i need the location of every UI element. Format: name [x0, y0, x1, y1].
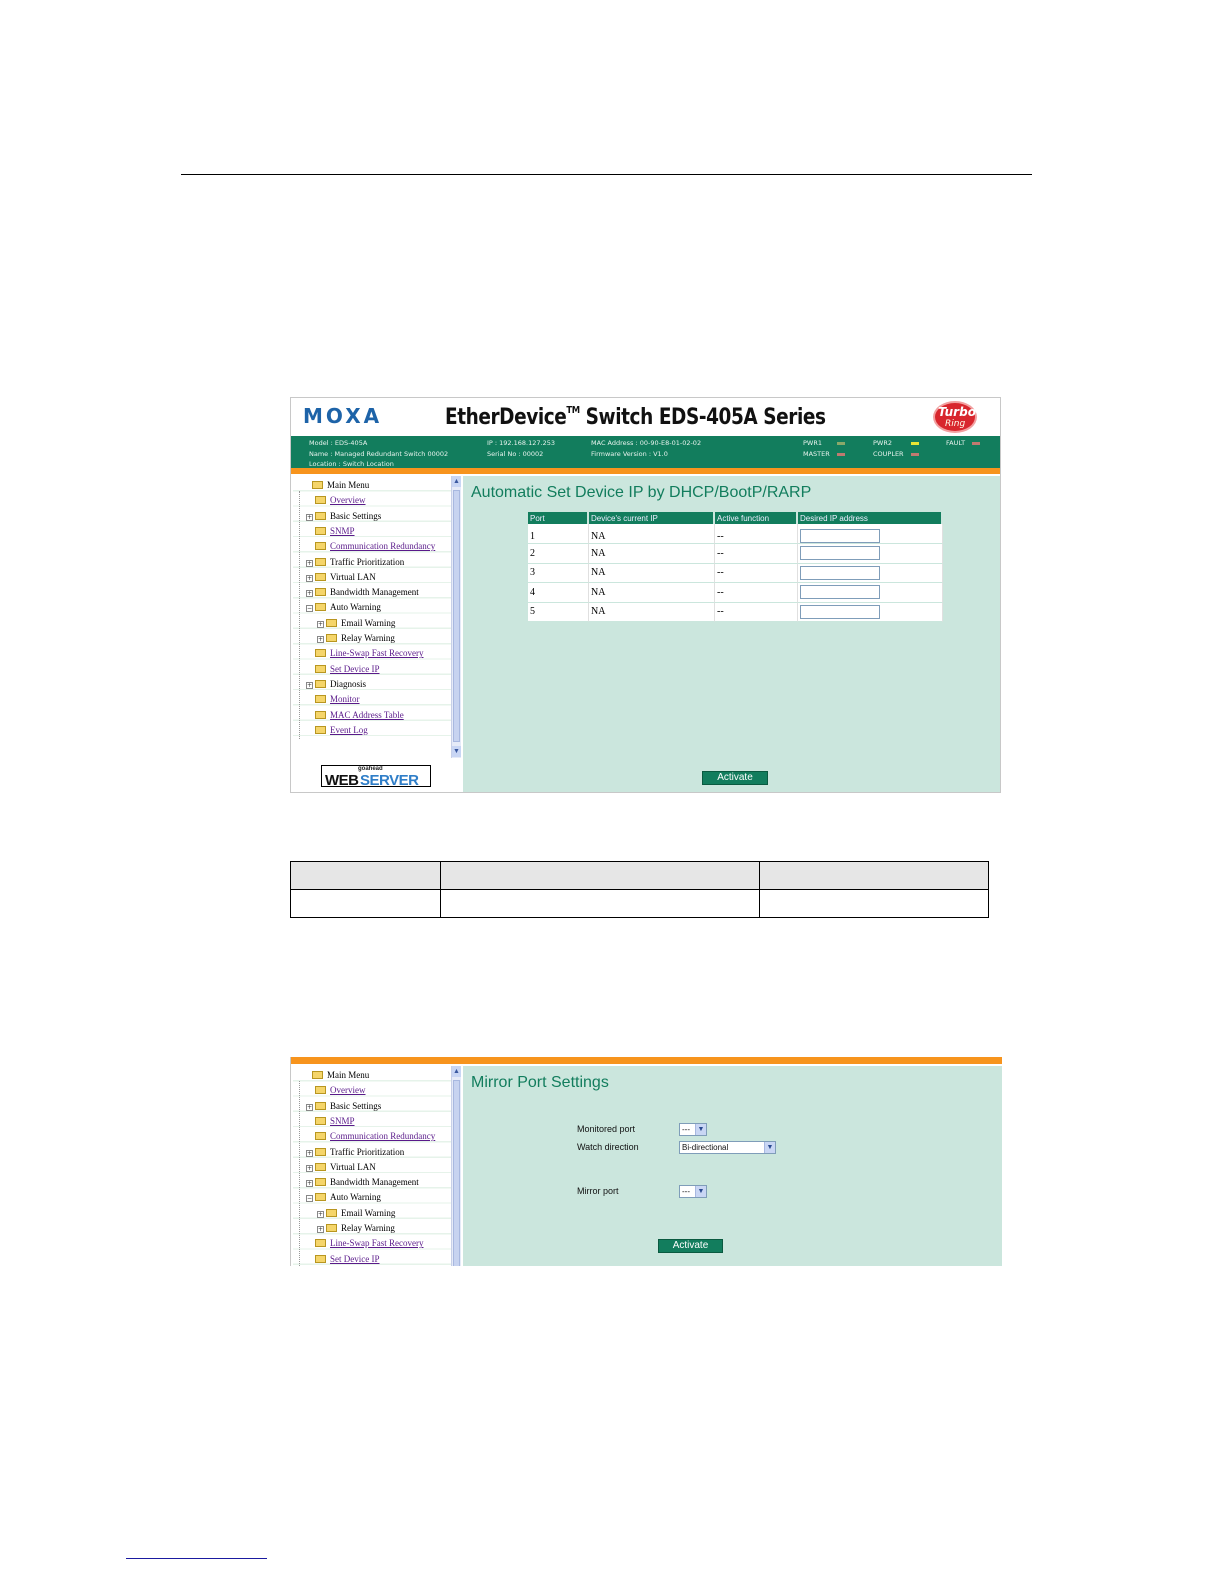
menu-item-label[interactable]: SNMP: [330, 1115, 355, 1126]
folder-icon: [315, 542, 326, 550]
menu-item[interactable]: [306, 495, 366, 509]
table-row: [528, 524, 943, 544]
menu-item-label: Virtual LAN: [330, 1161, 376, 1172]
master-label: MASTER: [803, 450, 830, 458]
table-header-cell: [291, 862, 441, 890]
desired-ip-input[interactable]: [800, 546, 880, 560]
folder-icon: [315, 665, 326, 673]
folder-icon: [315, 1132, 326, 1140]
menu-item[interactable]: [303, 480, 369, 494]
activate-button[interactable]: Activate: [702, 771, 768, 785]
folder-icon: [315, 695, 326, 703]
monitored-port-label: Monitored port: [577, 1124, 636, 1134]
folder-icon: [315, 573, 326, 581]
expand-icon[interactable]: +: [318, 620, 324, 628]
menu-item-label[interactable]: MAC Address Table: [330, 709, 404, 720]
orange-divider: [291, 1057, 1002, 1064]
desired-ip-input[interactable]: [800, 566, 880, 580]
menu-item[interactable]: [306, 679, 366, 693]
menu-item-label: Email Warning: [341, 1207, 396, 1218]
menu-item-label: Bandwidth Management: [330, 1177, 419, 1188]
orange-divider: [291, 468, 1001, 474]
name-info: Name : Managed Redundant Switch 00002: [309, 450, 449, 458]
active-function-cell: --: [715, 524, 798, 544]
menu-item-label: Relay Warning: [341, 1223, 395, 1233]
chevron-down-icon: ▼: [695, 1124, 706, 1135]
page-title: Mirror Port Settings: [471, 1074, 609, 1091]
main-content: [463, 1066, 1002, 1266]
menu-item-label: Virtual LAN: [330, 571, 376, 582]
port-cell: 4: [528, 583, 589, 603]
current-ip-cell: NA: [589, 603, 715, 623]
header-banner: [291, 398, 1001, 436]
current-ip-cell: NA: [589, 564, 715, 584]
table-row: [528, 583, 943, 603]
menu-item[interactable]: [306, 1116, 355, 1130]
desired-ip-cell: [798, 544, 943, 564]
menu-item[interactable]: [306, 1147, 404, 1161]
chevron-down-icon: ▼: [695, 1186, 706, 1197]
folder-icon: [315, 527, 326, 535]
current-ip-cell: NA: [589, 524, 715, 544]
active-function-cell: --: [715, 544, 798, 564]
folder-icon: [315, 1102, 326, 1110]
watch-direction-label: Watch direction: [577, 1142, 639, 1152]
folder-icon: [326, 1224, 337, 1232]
menu-item[interactable]: [306, 1131, 435, 1145]
expand-icon[interactable]: +: [307, 1149, 313, 1157]
folder-icon: [315, 680, 326, 688]
tree-guide-line: [299, 491, 300, 739]
desired-ip-cell: [798, 603, 943, 623]
folder-icon: [315, 558, 326, 566]
pwr2-led: [911, 442, 919, 445]
menu-item[interactable]: [306, 541, 435, 555]
fault-label: FAULT: [946, 439, 966, 447]
menu-item[interactable]: [303, 1070, 369, 1084]
folder-icon: [315, 649, 326, 657]
menu-item[interactable]: [306, 1254, 380, 1266]
port-cell: 2: [528, 544, 589, 564]
menu-item-label[interactable]: Monitor: [330, 694, 360, 705]
folder-icon: [326, 1209, 337, 1217]
sidebar: [291, 1066, 463, 1266]
folder-icon: [315, 588, 326, 596]
folder-icon: [315, 1148, 326, 1156]
main-content: [463, 476, 1001, 793]
folder-icon: [315, 603, 326, 611]
menu-item[interactable]: [306, 587, 419, 601]
mac-info: MAC Address : 00-90-E8-01-02-02: [591, 439, 702, 447]
pwr2-label: PWR2: [873, 439, 892, 447]
menu-item[interactable]: [306, 1085, 366, 1099]
folder-icon: [315, 1239, 326, 1247]
menu-item[interactable]: [306, 602, 381, 616]
menu-item-label[interactable]: Communication Redundancy: [330, 1131, 436, 1142]
sidebar-scrollbar[interactable]: [451, 476, 461, 758]
menu-item-label: Basic Settings: [330, 1100, 382, 1111]
expand-icon[interactable]: +: [318, 1210, 324, 1218]
expand-icon[interactable]: +: [307, 590, 313, 598]
menu-item-label[interactable]: Communication Redundancy: [330, 541, 436, 552]
desired-ip-input[interactable]: [800, 605, 880, 619]
main-menu-tree: [293, 1066, 451, 1266]
scroll-thumb[interactable]: [453, 490, 460, 742]
port-cell: 3: [528, 564, 589, 584]
table-cell: [760, 890, 989, 918]
active-function-cell: --: [715, 564, 798, 584]
menu-item[interactable]: [306, 648, 423, 662]
active-function-cell: --: [715, 583, 798, 603]
menu-item-label[interactable]: Event Log: [330, 724, 368, 735]
menu-item[interactable]: [306, 1192, 381, 1206]
serial-info: Serial No : 00002: [487, 450, 544, 458]
menu-item-label: Traffic Prioritization: [330, 1146, 405, 1157]
folder-icon: [326, 634, 337, 642]
menu-item-label: Traffic Prioritization: [330, 556, 405, 567]
footer-link-underline: [126, 1558, 267, 1559]
col-port: Port: [528, 512, 589, 524]
expand-icon[interactable]: +: [318, 636, 324, 643]
product-title: EtherDevice™ Switch EDS-405A Series: [445, 405, 826, 430]
expand-icon[interactable]: +: [307, 1103, 313, 1111]
table-row: [528, 564, 943, 584]
expand-icon[interactable]: +: [307, 1164, 313, 1172]
menu-item-label: Relay Warning: [341, 633, 395, 643]
model-info: Model : EDS-405A: [309, 439, 368, 447]
col-desired-ip: Desired IP address: [798, 512, 943, 524]
menu-item-label: Diagnosis: [330, 678, 366, 689]
table-header-cell: [760, 862, 989, 890]
menu-item[interactable]: [317, 1223, 395, 1237]
coupler-led: [911, 453, 919, 456]
menu-item-label[interactable]: Overview: [330, 495, 366, 506]
turbo-ring-logo: Turbo Ring: [933, 401, 977, 433]
device-ip-table: [528, 512, 943, 622]
scroll-up-icon[interactable]: ▲: [453, 1068, 460, 1075]
folder-icon: [312, 1071, 323, 1079]
menu-item-label: Main Menu: [327, 480, 370, 490]
menu-item[interactable]: [317, 633, 395, 647]
fault-led: [972, 442, 980, 445]
menu-item-label[interactable]: Set Device IP: [330, 1253, 380, 1264]
menu-item-label[interactable]: Set Device IP: [330, 663, 380, 674]
tree-guide-line: [299, 1081, 300, 1266]
folder-icon: [315, 1117, 326, 1125]
menu-item[interactable]: [306, 1101, 381, 1115]
expand-icon[interactable]: +: [307, 1180, 313, 1188]
menu-item[interactable]: [306, 1162, 376, 1176]
folder-icon: [315, 1255, 326, 1263]
col-current-ip: Device's current IP: [589, 512, 715, 524]
monitored-port-select[interactable]: --- ▼: [679, 1123, 707, 1136]
menu-item-label: Bandwidth Management: [330, 587, 419, 598]
menu-item-label: Auto Warning: [330, 1192, 381, 1203]
expand-icon[interactable]: +: [318, 1226, 324, 1233]
folder-icon: [315, 1163, 326, 1171]
pwr1-label: PWR1: [803, 439, 822, 447]
activate-button[interactable]: Activate: [658, 1239, 723, 1253]
location-info: Location : Switch Location: [309, 460, 394, 468]
master-led: [837, 453, 845, 456]
table-cell: [441, 890, 760, 918]
desired-ip-input[interactable]: [800, 585, 880, 599]
device-info-bar: [291, 436, 1001, 468]
active-function-cell: --: [715, 603, 798, 623]
folder-icon: [315, 1178, 326, 1186]
folder-icon: [315, 726, 326, 734]
table-cell: [291, 890, 441, 918]
menu-item[interactable]: [317, 618, 395, 632]
firmware-info: Firmware Version : V1.0: [591, 450, 668, 458]
expand-icon[interactable]: +: [307, 513, 313, 521]
moxa-logo: MOXA: [303, 404, 383, 428]
port-cell: 5: [528, 603, 589, 623]
scroll-up-icon[interactable]: ▲: [453, 478, 460, 485]
desired-ip-cell: [798, 583, 943, 603]
folder-icon: [315, 1193, 326, 1201]
menu-item-label[interactable]: Line-Swap Fast Recovery: [330, 648, 424, 659]
webserver-logo: goahead WEB SERVER: [321, 765, 431, 787]
menu-item-label[interactable]: Overview: [330, 1085, 366, 1096]
desired-ip-input[interactable]: [800, 529, 880, 543]
menu-item[interactable]: [306, 710, 404, 724]
sidebar-scrollbar[interactable]: [451, 1066, 461, 1266]
expand-icon[interactable]: +: [307, 681, 313, 689]
menu-item-label[interactable]: SNMP: [330, 525, 355, 536]
expand-icon[interactable]: +: [307, 574, 313, 582]
current-ip-cell: NA: [589, 583, 715, 603]
ip-info: IP : 192.168.127.253: [487, 439, 555, 447]
mirror-port-select[interactable]: --- ▼: [679, 1185, 707, 1198]
page-header-rule: [181, 174, 1032, 175]
folder-icon: [312, 481, 323, 489]
scroll-thumb[interactable]: [453, 1080, 460, 1266]
menu-item[interactable]: [306, 1238, 423, 1252]
folder-icon: [315, 1086, 326, 1094]
menu-item[interactable]: [306, 664, 380, 678]
table-row: [528, 544, 943, 564]
menu-item[interactable]: [306, 725, 368, 739]
menu-item[interactable]: [317, 1208, 395, 1222]
set-device-ip-screenshot: [290, 397, 1001, 793]
setting-description-table: [290, 861, 989, 918]
expand-icon[interactable]: +: [307, 559, 313, 567]
chevron-down-icon: ▼: [764, 1142, 775, 1153]
sidebar: [291, 476, 463, 793]
port-cell: 1: [528, 524, 589, 544]
scroll-down-icon[interactable]: ▼: [453, 748, 460, 755]
menu-item[interactable]: [306, 557, 404, 571]
watch-direction-select[interactable]: Bi-directional ▼: [679, 1141, 776, 1154]
menu-item[interactable]: [306, 511, 381, 525]
folder-icon: [326, 619, 337, 627]
desired-ip-cell: [798, 564, 943, 584]
desired-ip-cell: [798, 524, 943, 544]
table-header-cell: [441, 862, 760, 890]
col-active-function: Active function: [715, 512, 798, 524]
pwr1-led: [837, 442, 845, 445]
current-ip-cell: NA: [589, 544, 715, 564]
menu-item-label[interactable]: Line-Swap Fast Recovery: [330, 1238, 424, 1249]
menu-item[interactable]: [306, 1177, 419, 1191]
folder-icon: [315, 711, 326, 719]
coupler-label: COUPLER: [873, 450, 904, 458]
folder-icon: [315, 496, 326, 504]
mirror-port-label: Mirror port: [577, 1186, 619, 1196]
collapse-icon[interactable]: −: [307, 605, 313, 613]
page-title: Automatic Set Device IP by DHCP/BootP/RARP: [471, 484, 812, 501]
menu-item[interactable]: [306, 572, 376, 586]
collapse-icon[interactable]: −: [307, 1195, 313, 1203]
menu-item-label: Main Menu: [327, 1070, 370, 1080]
menu-item[interactable]: [306, 526, 355, 540]
menu-item-label: Email Warning: [341, 617, 396, 628]
menu-item-label: Basic Settings: [330, 510, 382, 521]
menu-item[interactable]: [306, 694, 360, 708]
folder-icon: [315, 512, 326, 520]
mirror-port-screenshot: [290, 1057, 1002, 1266]
table-row: [528, 603, 943, 623]
main-menu-tree: [293, 476, 451, 744]
menu-item-label: Auto Warning: [330, 602, 381, 613]
